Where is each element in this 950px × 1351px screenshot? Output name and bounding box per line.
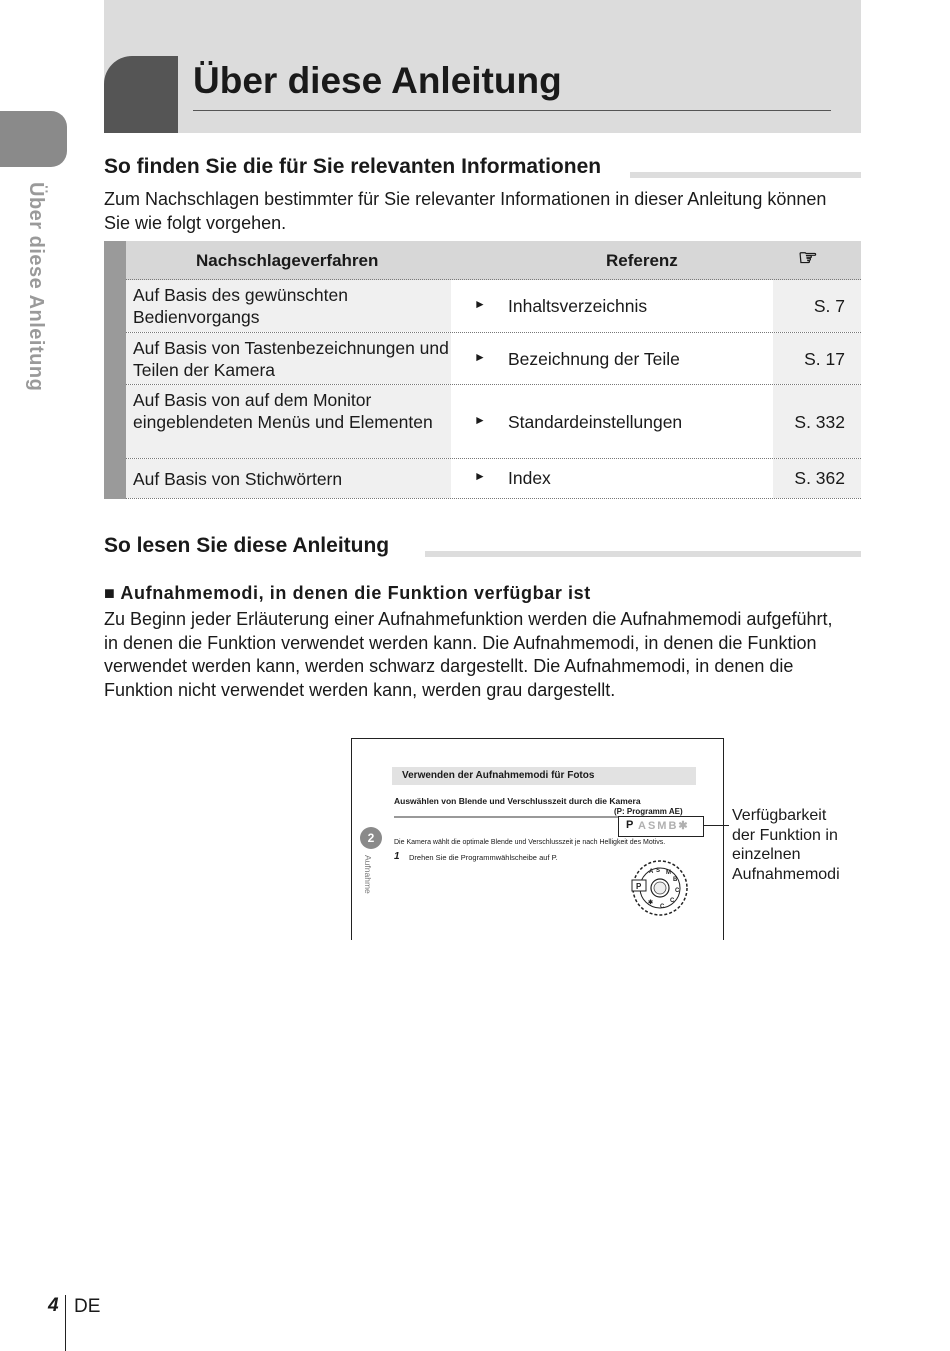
svg-text:B: B xyxy=(673,877,678,883)
svg-text:P: P xyxy=(636,882,642,891)
mode-availability-box xyxy=(618,816,704,837)
row-page: S. 17 xyxy=(804,349,845,369)
arrow-icon: ► xyxy=(474,469,486,483)
illustration-title-bar xyxy=(392,767,696,785)
row-page: S. 7 xyxy=(813,296,845,316)
row-reference: Inhaltsverzeichnis xyxy=(508,296,648,316)
modes-unavailable: ASMB✱ xyxy=(638,820,690,832)
svg-text:S: S xyxy=(656,868,661,874)
shooting-modes-paragraph: Zu Beginn jeder Erläuterung einer Aufnahmefunktion werden die Aufnahmemodi aufgeführt, in denen die Funktion verwendet werden kann. Die Aufnahmemodi, in denen die Funktion verwendet werden kann, werden schwarz dargestellt. Die Aufnahmemodi, in denen die Funktion nicht verwendet werden kann, werden grau dargestellt. xyxy=(104,609,833,700)
header-method: Nachschlageverfahren xyxy=(196,251,379,270)
row-method: Auf Basis des gewünschten Bedienvorgangs xyxy=(133,285,348,327)
svg-text:M: M xyxy=(666,870,671,876)
arrow-icon: ► xyxy=(474,413,486,427)
svg-text:A: A xyxy=(649,869,654,875)
page-number: 4 xyxy=(48,1295,59,1316)
row-page: S. 332 xyxy=(794,412,845,432)
svg-text:C: C xyxy=(660,904,665,910)
table-header xyxy=(126,241,861,280)
page-title: Über diese Anleitung xyxy=(193,60,562,101)
header-reference: Referenz xyxy=(606,251,678,270)
page-reference-icon: ☞ xyxy=(798,245,818,270)
row-method: Auf Basis von Stichwörtern xyxy=(133,469,343,489)
callout-leader-line xyxy=(703,825,729,826)
table-row xyxy=(126,333,861,385)
table-row xyxy=(126,385,861,459)
title-rule xyxy=(193,110,831,111)
arrow-icon: ► xyxy=(474,350,486,364)
row-page: S. 362 xyxy=(794,468,845,488)
row-reference: Index xyxy=(508,468,551,488)
svg-text:✱: ✱ xyxy=(648,900,654,906)
row-reference: Bezeichnung der Teile xyxy=(508,349,680,369)
row-reference: Standardeinstellungen xyxy=(508,412,683,432)
table-row xyxy=(126,280,861,333)
svg-text:C: C xyxy=(670,898,675,904)
illustration-title: Verwenden der Aufnahmemodi für Fotos xyxy=(402,770,595,781)
section-heading-bar xyxy=(630,172,861,178)
side-tab xyxy=(0,111,67,167)
svg-text:C: C xyxy=(675,888,680,894)
step-text: Drehen Sie die Programmwählscheibe auf P. xyxy=(409,853,558,862)
language-code: DE xyxy=(74,1296,101,1317)
section-intro: Zum Nachschlagen bestimmter für Sie relevanter Informationen in dieser Anleitung können Sie wie folgt vorgehen. xyxy=(104,189,827,233)
illustration-subheading: (P: Programm AE) xyxy=(614,807,683,816)
callout-text: Verfügbarkeit der Funktion in einzelnen Aufnahmemodi xyxy=(732,807,840,883)
illustration-heading: Auswählen von Blende und Verschlusszeit durch die Kamera xyxy=(394,796,641,806)
step-number: 1 xyxy=(394,851,400,862)
side-tab-label: Über diese Anleitung xyxy=(25,182,47,392)
arrow-icon: ► xyxy=(474,297,486,311)
section-heading-find-info: So finden Sie die für Sie relevanten Informationen xyxy=(104,155,602,178)
mode-available: P xyxy=(626,819,636,831)
header-accent-block xyxy=(104,56,178,133)
manual-page-illustration xyxy=(351,738,724,940)
row-method: Auf Basis von auf dem Monitor eingeblendeten Menüs und Elementen xyxy=(133,390,433,432)
row-method: Auf Basis von Tastenbezeichnungen und Teilen der Kamera xyxy=(133,338,449,380)
illustration-body-text: Die Kamera wählt die optimale Blende und Verschlusszeit je nach Helligkeit des Motivs. xyxy=(394,839,666,846)
table-stripe xyxy=(104,241,126,499)
footer-divider xyxy=(65,1295,66,1351)
chapter-label: Aufnahme xyxy=(363,855,373,894)
subheading-shooting-modes: ■ Aufnahmemodi, in denen die Funktion verfügbar ist xyxy=(104,583,591,603)
table-row xyxy=(126,459,861,499)
mode-dial-icon xyxy=(628,856,688,916)
section-heading-bar xyxy=(425,551,861,557)
section-heading-read-manual: So lesen Sie diese Anleitung xyxy=(104,534,390,557)
chapter-number-badge: 2 xyxy=(360,827,382,849)
